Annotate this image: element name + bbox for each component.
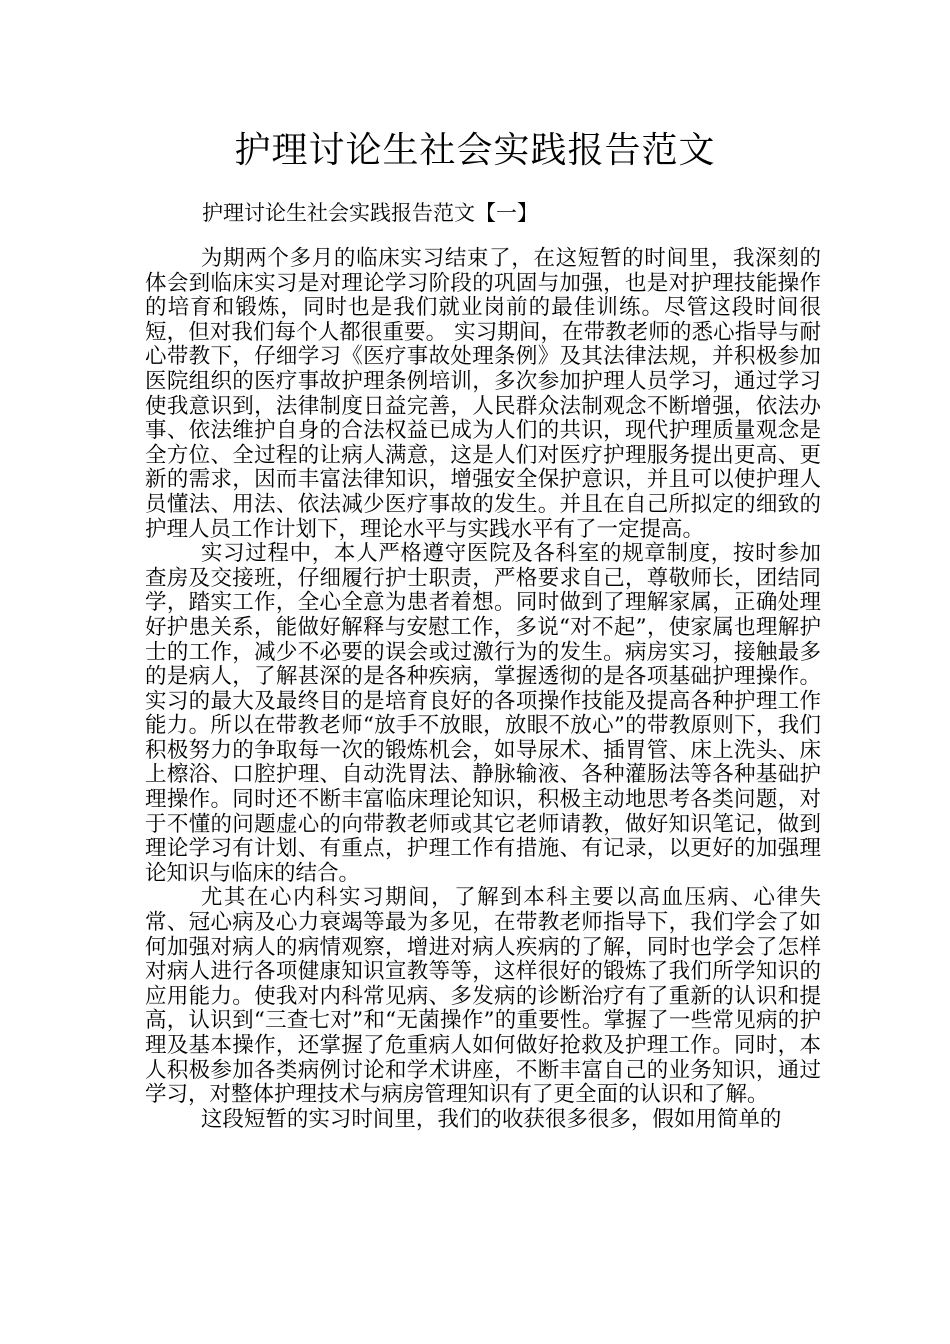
body-text xyxy=(145,247,821,1132)
paragraph: 这段短暂的实习时间里，我们的收获很多很多，假如用简单的 xyxy=(200,1106,782,1132)
paragraph: 为期两个多月的临床实习结束了，在这短暂的时间里，我深刻的体会到临床实习是对理论学习阶段的巩固与加强，也是对护理技能操作的培育和锻炼，同时也是我们就业岗前的最佳训练。尽管这段时间很短，但对我们每个人都很重要。 实习期间，在带教老师的悉心指导与耐心带教下，仔细学习《医疗事故处理条例》及其法律法规，并积极参加医院组织的医疗事故护理条例培训，多次参加护理人员学习，通过学习使我意识到，法律制度日益完善，人民群众法制观念不断增强，依法办事、依法维护自身的合法权益已成为人们的共识，现代护理质量观念是全方位、全过程的让病人满意，这是人们对医疗护理服务提出更高、更新的需求，因而丰富法律知识，增强安全保护意识，并且可以使护理人员懂法、用法、依法减少医疗事故的发生。并且在自己所拟定的细致的护理人员工作计划下，理论水平与实践水平有了一定提高。 xyxy=(145,246,821,542)
document-title: 护理讨论生社会实践报告范文 xyxy=(234,130,716,171)
paragraph: 尤其在心内科实习期间，了解到本科主要以高血压病、心律失常、冠心病及心力衰竭等最为多见，在带教老师指导下，我们学会了如何加强对病人的病情观察，增进对病人疾病的了解，同时也学会了怎样对病人进行各项健康知识宣教等等，这样很好的锻炼了我们所学知识的应用能力。使我对内科常见病、多发病的诊断治疗有了重新的认识和提高，认识到“三查七对”和“无菌操作”的重要性。掌握了一些常见病的护理及基本操作，还掌握了危重病人如何做好抢救及护理工作。同时，本人积极参加各类病例讨论和学术讲座，不断丰富自己的业务知识，通过学习，对整体护理技术与病房管理知识有了更全面的认识和了解。 xyxy=(145,885,821,1108)
paragraph: 实习过程中，本人严格遵守医院及各科室的规章制度，按时参加查房及交接班，仔细履行护士职责，严格要求自己，尊敬师长，团结同学，踏实工作，全心全意为患者着想。同时做到了理解家属，正确处理好护患关系，能做好解释与安慰工作，多说“对不起”，使家属也理解护士的工作，减少不必要的误会或过激行为的发生。病房实习，接触最多的是病人，了解甚深的是各种疾病，掌握透彻的是各项基础护理操作。实习的最大及最终目的是培育良好的各项操作技能及提高各种护理工作能力。所以在带教老师“放手不放眼，放眼不放心”的带教原则下，我们积极努力的争取每一次的锻炼机会，如导尿术、插胃管、床上洗头、床上檫浴、口腔护理、自动洗胃法、静脉输液、各种灌肠法等各种基础护理操作。同时还不断丰富临床理论知识，积极主动地思考各类问题，对于不懂的问题虚心的向带教老师或其它老师请教，做好知识笔记，做到理论学习有计划、有重点，护理工作有措施、有记录，以更好的加强理论知识与临床的结合。 xyxy=(145,541,821,886)
section-heading: 护理讨论生社会实践报告范文【一】 xyxy=(202,201,538,225)
